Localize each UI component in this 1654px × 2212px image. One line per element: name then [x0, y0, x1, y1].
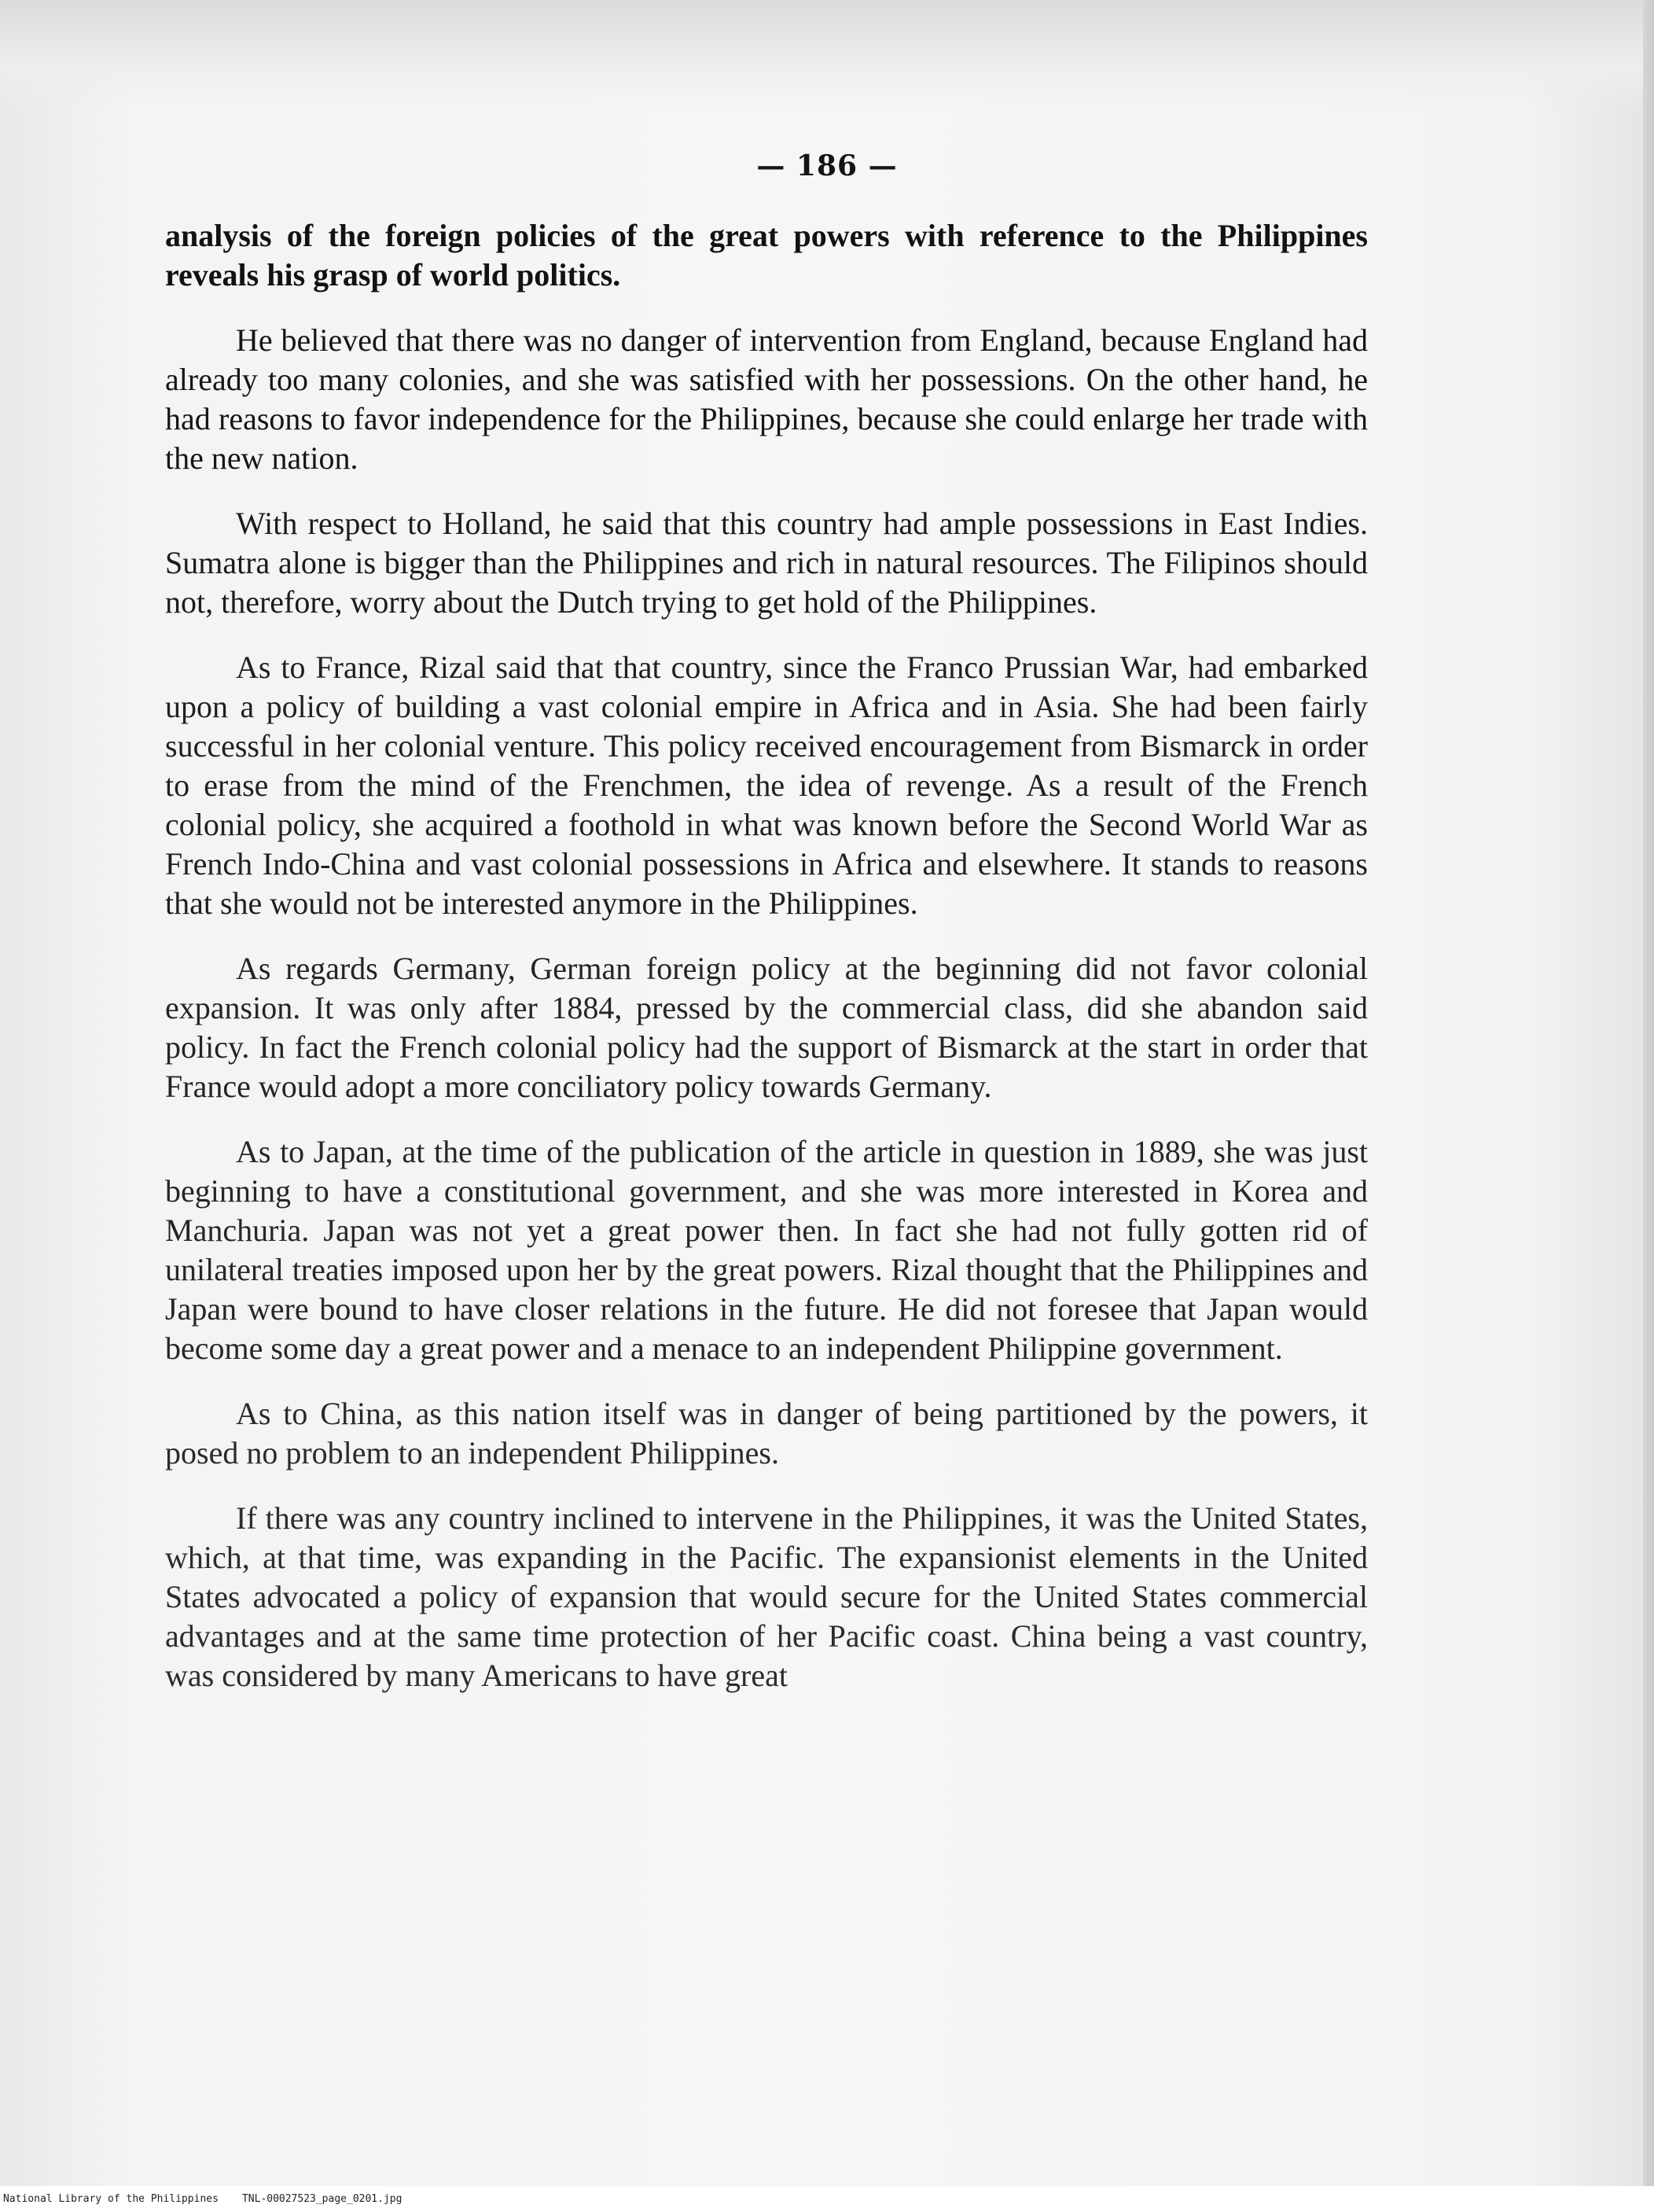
body-text: [165, 216, 1368, 1721]
paragraph-united-states: If there was any country inclined to intervene in the Philippines, it was the United States, which, at that time, was expanding in the Pacific. The expansionist elements in the United States advocated a policy of expansion that would secure for the United States commercial advantages and at the same time protection of her Pacific coast. China being a vast country, was considered by many Americans to have great: [165, 1500, 1368, 1693]
paragraph-england: He believed that there was no danger of intervention from England, because England had already too many colonies, and she was satisfied with her possessions. On the other hand, he had reasons to favor independence for the Philippines, because she could enlarge her trade with the new nation.: [165, 322, 1368, 476]
scan-footer: [0, 2186, 1654, 2212]
footer-filename: TNL-00027523_page_0201.jpg: [241, 2193, 402, 2205]
page-number: — 186 —: [756, 149, 898, 182]
page-edge: [1643, 0, 1654, 2186]
paragraph-holland: With respect to Holland, he said that this country had ample possessions in East Indies. Sumatra alone is bigger than the Philippines and rich in natural resources. The Filipinos should not, therefore, worry about the Dutch trying to get hold of the Philippines.: [165, 506, 1368, 620]
footer-library: National Library of the Philippines: [3, 2193, 219, 2205]
paragraph-japan: As to Japan, at the time of the publication of the article in question in 1889, she was just beginning to have a constitutional government, and she was more interested in Korea and Manchuria. Japan was not yet a great power then. In fact she had not fully gotten rid of unilateral treaties imposed upon her by the great powers. Rizal thought that the Philippines and Japan were bound to have closer relations in the future. He did not foresee that Japan would become some day a great power and a menace to an independent Philippine government.: [165, 1134, 1368, 1366]
scan-shadow: [0, 0, 1654, 110]
paragraph-analysis: analysis of the foreign policies of the great powers with reference to the Philippines reveals his grasp of world politics.: [165, 218, 1368, 293]
paragraph-china: As to China, as this nation itself was in danger of being partitioned by the powers, it posed no problem to an independent Philippines.: [165, 1396, 1368, 1470]
paragraph-germany: As regards Germany, German foreign policy at the beginning did not favor colonial expansion. It was only after 1884, pressed by the commercial class, did she abandon said policy. In fact the French colonial policy had the support of Bismarck at the start in order that France would adopt a more conciliatory policy towards Germany.: [165, 951, 1368, 1104]
paragraph-france: As to France, Rizal said that that country, since the Franco Prussian War, had embarked upon a policy of building a vast colonial empire in Africa and in Asia. She had been fairly successful in her colonial venture. This policy received encouragement from Bismarck in order to erase from the mind of the Frenchmen, the idea of revenge. As a result of the French colonial policy, she acquired a foothold in what was known before the Second World War as French Indo-China and vast colonial possessions in Africa and elsewhere. It stands to reasons that she would not be interested anymore in the Philippines.: [165, 650, 1368, 921]
